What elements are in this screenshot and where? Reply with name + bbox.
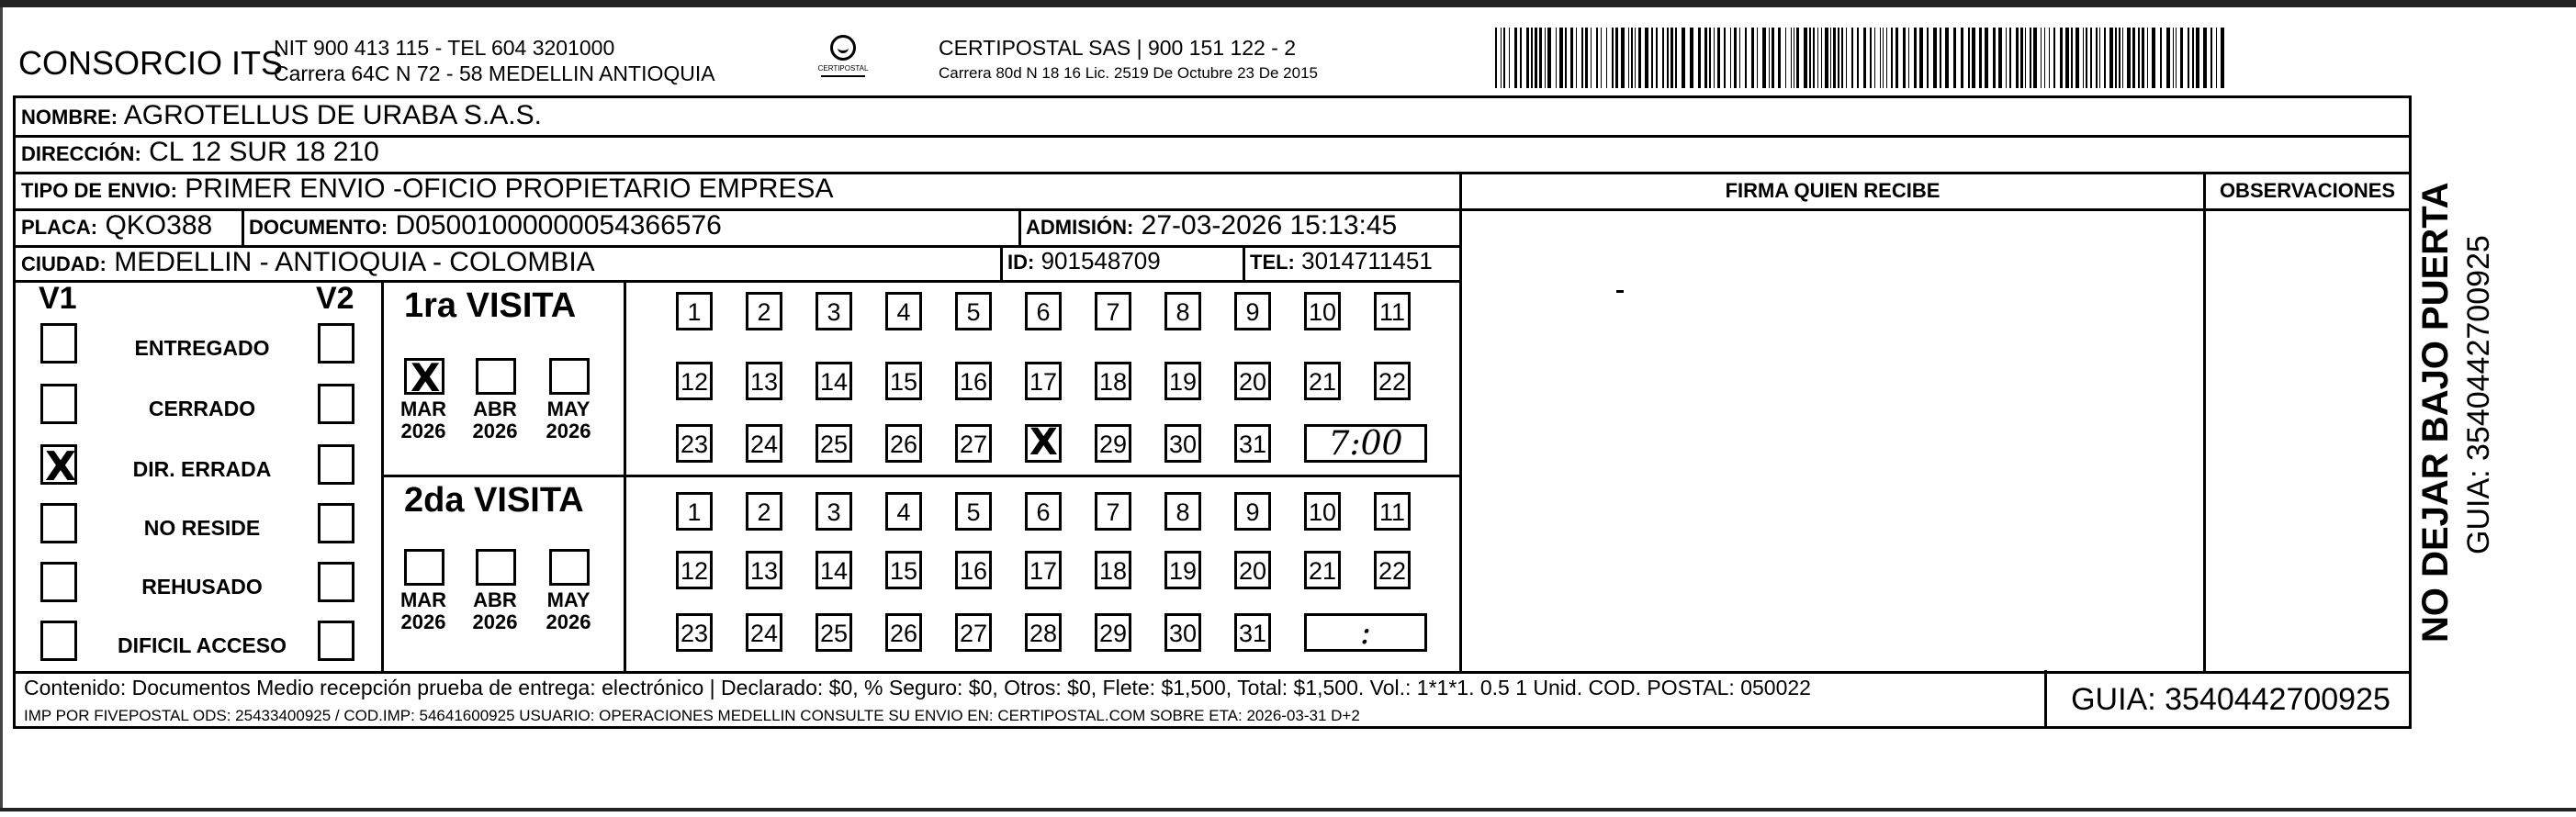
day-box[interactable]: 1 <box>676 492 713 531</box>
day-box[interactable]: 23 <box>676 613 713 652</box>
day-box[interactable]: 11 <box>1374 492 1411 531</box>
documento-value: D05001000000054366576 <box>395 210 722 241</box>
v2-checkbox[interactable] <box>318 621 354 661</box>
month-label <box>463 398 527 442</box>
v1-checkbox[interactable] <box>40 384 77 424</box>
certi-sub: Carrera 80d N 18 16 Lic. 2519 De Octubre 23 De 2015 <box>939 64 1318 82</box>
status-label: ENTREGADO <box>134 336 270 360</box>
month-name: MAR <box>399 397 447 420</box>
v1-checkbox[interactable] <box>40 562 77 602</box>
status-label: DIR. ERRADA <box>132 457 272 481</box>
month-name: ABR <box>473 397 517 420</box>
day-box[interactable]: 24 <box>746 424 782 463</box>
month-checkbox[interactable] <box>476 549 516 586</box>
day-box[interactable]: 14 <box>816 551 852 589</box>
top-border <box>0 0 2576 7</box>
nombre-value: AGROTELLUS DE URABA S.A.S. <box>123 100 542 130</box>
placa-field <box>21 210 212 241</box>
status-label: DIFICIL ACCESO <box>117 633 287 657</box>
day-box[interactable]: 14 <box>816 362 852 400</box>
certipostal-logo-icon <box>816 35 871 86</box>
day-box[interactable]: 3 <box>816 292 852 330</box>
day-box[interactable]: 17 <box>1025 362 1062 400</box>
month-year: 2026 <box>472 420 518 442</box>
day-box[interactable]: 8 <box>1164 492 1201 531</box>
day-box[interactable]: 16 <box>955 362 992 400</box>
day-box[interactable]: 27 <box>955 424 992 463</box>
time-box[interactable]: 7:00 <box>1304 424 1427 463</box>
guia-number: GUIA: 3540442700925 <box>2044 670 2414 729</box>
month-label <box>463 589 527 633</box>
certipostal-info <box>939 35 1318 86</box>
tipo-envio-value: PRIMER ENVIO -OFICIO PROPIETARIO EMPRESA <box>185 173 834 204</box>
day-box[interactable]: 19 <box>1164 362 1201 400</box>
second-visit-title: 2da VISITA <box>404 481 584 520</box>
day-box[interactable]: 12 <box>676 362 713 400</box>
tipo-envio-label: TIPO DE ENVIO: <box>21 179 177 202</box>
day-box[interactable]: 20 <box>1234 362 1271 400</box>
barcode-icon <box>1495 28 2227 88</box>
footer-imp: IMP POR FIVEPOSTAL ODS: 25433400925 / COD.IMP: 54641600925 USUARIO: OPERACIONES MEDELLIN CONSULTE SU ENVIO EN: CERTIPOSTAL.COM SOBRE ETA: 2026-03-31 D+2 <box>24 707 1360 724</box>
v2-checkbox[interactable] <box>318 503 354 543</box>
v2-checkbox[interactable] <box>318 384 354 424</box>
day-box[interactable] <box>1025 424 1062 463</box>
month-checkbox[interactable] <box>404 358 444 395</box>
nombre-field <box>21 100 542 131</box>
day-box[interactable]: 31 <box>1234 424 1271 463</box>
day-box[interactable]: 22 <box>1374 362 1411 400</box>
month-checkbox[interactable] <box>549 549 590 586</box>
tel-value: 3014711451 <box>1301 247 1433 274</box>
day-box[interactable]: 29 <box>1095 613 1131 652</box>
day-box[interactable]: 13 <box>746 551 782 589</box>
ciudad-label: CIUDAD: <box>21 252 107 275</box>
month-checkbox[interactable] <box>404 549 444 586</box>
month-name: MAY <box>546 397 591 420</box>
footer-content: Contenido: Documentos Medio recepción prueba de entrega: electrónico | Declarado: $0, % Seguro: $0, Otros: $0, Flete: $1,500, Total: $1,500. Vol.: 1*1*1. 0.5 1 Unid. COD. POSTAL: 050022 <box>24 676 1811 699</box>
day-box[interactable]: 25 <box>816 424 852 463</box>
first-visit-title: 1ra VISITA <box>404 286 577 325</box>
day-box[interactable]: 29 <box>1095 424 1131 463</box>
tipo-envio-field <box>21 173 833 205</box>
v1-header: V1 <box>39 281 77 316</box>
admision-value: 27-03-2026 15:13:45 <box>1141 210 1398 241</box>
firma-header: FIRMA QUIEN RECIBE <box>1725 179 1940 202</box>
month-label <box>536 398 601 442</box>
day-box[interactable]: 24 <box>746 613 782 652</box>
admision-label: ADMISIÓN: <box>1026 216 1134 239</box>
day-box[interactable]: 2 <box>746 292 782 330</box>
month-year: 2026 <box>546 610 591 633</box>
day-box[interactable]: 1 <box>676 292 713 330</box>
v1-checkbox[interactable] <box>40 621 77 661</box>
status-label: REHUSADO <box>141 575 263 599</box>
day-box[interactable]: 7 <box>1095 492 1131 531</box>
day-box[interactable]: 17 <box>1025 551 1062 589</box>
day-box[interactable]: 18 <box>1095 362 1131 400</box>
day-box[interactable]: 9 <box>1234 492 1271 531</box>
month-label <box>391 398 456 442</box>
company-name: CONSORCIO ITS <box>18 44 284 82</box>
ciudad-field <box>21 247 595 278</box>
bottom-border <box>0 808 2576 811</box>
day-box[interactable]: 21 <box>1304 551 1341 589</box>
day-box[interactable]: 9 <box>1234 292 1271 330</box>
day-box[interactable]: 26 <box>885 424 922 463</box>
v2-checkbox[interactable] <box>318 562 354 602</box>
day-box[interactable]: 5 <box>955 292 992 330</box>
day-box[interactable]: 21 <box>1304 362 1341 400</box>
day-box[interactable]: 13 <box>746 362 782 400</box>
time-box[interactable]: : <box>1304 613 1427 652</box>
day-box[interactable]: 6 <box>1025 492 1062 531</box>
day-box[interactable]: 20 <box>1234 551 1271 589</box>
month-year: 2026 <box>472 610 518 633</box>
day-box[interactable]: 23 <box>676 424 713 463</box>
v1-checkbox[interactable] <box>40 444 77 485</box>
day-box[interactable]: 8 <box>1164 292 1201 330</box>
observaciones-header: OBSERVACIONES <box>2219 179 2396 202</box>
day-box[interactable]: 15 <box>885 362 922 400</box>
v1-checkbox[interactable] <box>40 503 77 543</box>
month-label <box>391 589 456 633</box>
day-box[interactable]: 30 <box>1164 613 1201 652</box>
month-checkbox[interactable] <box>549 358 590 395</box>
month-name: MAY <box>546 588 591 611</box>
day-box[interactable]: 25 <box>816 613 852 652</box>
day-box[interactable]: 10 <box>1304 492 1341 531</box>
nombre-label: NOMBRE: <box>21 106 118 129</box>
day-box[interactable]: 2 <box>746 492 782 531</box>
status-label: NO RESIDE <box>143 516 261 540</box>
day-box[interactable]: 27 <box>955 613 992 652</box>
logo-name: CERTIPOSTAL <box>817 64 869 73</box>
month-checkbox[interactable] <box>476 358 516 395</box>
address-line: Carrera 64C N 72 - 58 MEDELLIN ANTIOQUIA <box>274 62 715 85</box>
month-year: 2026 <box>400 610 446 633</box>
id-field <box>1007 247 1161 275</box>
id-value: 901548709 <box>1041 247 1161 274</box>
nit-line: NIT 900 413 115 - TEL 604 3201000 <box>274 36 615 60</box>
status-label: CERRADO <box>148 397 256 420</box>
month-name: MAR <box>399 588 447 611</box>
direccion-label: DIRECCIÓN: <box>21 142 141 165</box>
v2-checkbox[interactable] <box>318 444 354 485</box>
day-box[interactable]: 4 <box>885 292 922 330</box>
month-label <box>536 589 601 633</box>
day-box[interactable]: 16 <box>955 551 992 589</box>
side-guia: GUIA: 3540442700925 <box>2461 235 2496 554</box>
tel-label: TEL: <box>1250 251 1295 274</box>
admision-field <box>1026 210 1397 241</box>
documento-label: DOCUMENTO: <box>249 216 388 239</box>
day-box[interactable]: 19 <box>1164 551 1201 589</box>
placa-value: QKO388 <box>105 210 213 241</box>
direccion-field <box>21 137 379 168</box>
day-box[interactable]: 5 <box>955 492 992 531</box>
day-box[interactable]: 18 <box>1095 551 1131 589</box>
month-year: 2026 <box>546 420 591 442</box>
day-box[interactable]: 4 <box>885 492 922 531</box>
tel-field <box>1250 247 1433 275</box>
left-border <box>0 7 3 808</box>
ciudad-value: MEDELLIN - ANTIOQUIA - COLOMBIA <box>114 247 595 277</box>
v2-checkbox[interactable] <box>318 323 354 364</box>
day-box[interactable]: 6 <box>1025 292 1062 330</box>
placa-label: PLACA: <box>21 216 98 239</box>
day-box[interactable]: 26 <box>885 613 922 652</box>
no-dejar-warning: NO DEJAR BAJO PUERTA <box>2415 182 2456 643</box>
company-info <box>274 35 715 86</box>
documento-field <box>249 210 722 241</box>
direccion-value: CL 12 SUR 18 210 <box>149 137 379 167</box>
id-label: ID: <box>1007 251 1035 274</box>
day-box[interactable]: 3 <box>816 492 852 531</box>
day-box[interactable]: 7 <box>1095 292 1131 330</box>
certi-line: CERTIPOSTAL SAS | 900 151 122 - 2 <box>939 36 1297 60</box>
day-box[interactable]: 11 <box>1374 292 1411 330</box>
day-box[interactable]: 30 <box>1164 424 1201 463</box>
day-box[interactable]: 15 <box>885 551 922 589</box>
day-box[interactable]: 22 <box>1374 551 1411 589</box>
v2-header: V2 <box>316 281 354 316</box>
day-box[interactable]: 12 <box>676 551 713 589</box>
day-box[interactable]: 31 <box>1234 613 1271 652</box>
month-year: 2026 <box>400 420 446 442</box>
v1-checkbox[interactable] <box>40 323 77 364</box>
day-box[interactable]: 10 <box>1304 292 1341 330</box>
signature-mark <box>1616 290 1624 293</box>
day-box[interactable]: 28 <box>1025 613 1062 652</box>
form-frame <box>13 95 2412 729</box>
month-name: ABR <box>473 588 517 611</box>
